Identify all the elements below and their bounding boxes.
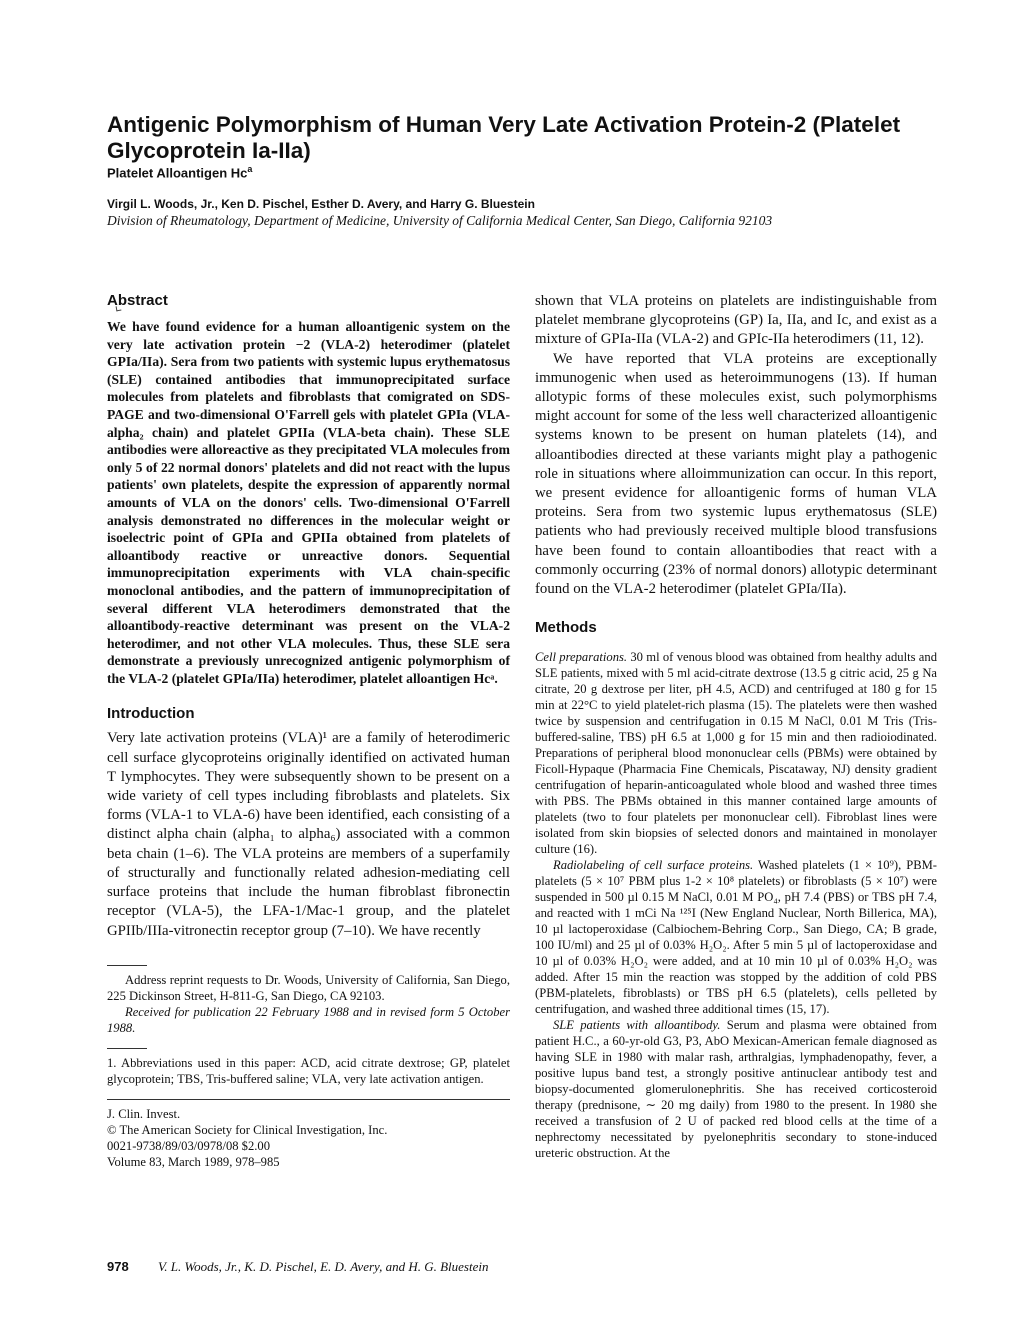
radiolabeling-label: Radiolabeling of cell surface proteins. — [553, 858, 754, 873]
page-footer — [107, 1259, 488, 1275]
affiliation: Division of Rheumatology, Department of Medicine, University of California Medical Center, San Diego, California 92103 — [107, 213, 773, 228]
abbreviations-footnote: 1. Abbreviations used in this paper: ACD, acid citrate dextrose; GP, platelet glycoprotein; TBS, Tris-buffered saline; VLA, very late activation antigen. — [107, 1055, 510, 1086]
cell-preparations-text: 30 ml of venous blood was obtained from healthy adults and SLE patients, mixed with 5 ml acid-citrate dextrose (13.5 g citric acid, 25 g Na citrate, 20 g dextrose per liter, pH 4.5, ACD) and centrifuged at 180 g for 15 min at 22°C to yield platelet-rich plasma (15). The platelets were then washed twice by suspension and centrifugation in 0.15 M NaCl, 0.01 M Tris (Tris-buffered-saline, TBS) pH 6.5 at 1,000 g for 15 min and then radioiodinated. Preparations of peripheral blood mononuclear cells (PBMs) were obtained by Ficoll-Hypaque (Pharmacia Fine Chemicals, Piscataway, NJ) density gradient centrifugation of heparin-anticoagulated whole blood and washed three times with PBS. The PBMs obtained in this manner contained large amounts of platelets (two to four platelets per mononuclear cell). Fibroblast lines were isolated from skin biopsies of selected donors and maintained in monolayer culture (16). — [535, 650, 937, 857]
received-date: Received for publication 22 February 1988 and in revised form 5 October 1988. — [107, 1004, 510, 1035]
journal-name: J. Clin. Invest. — [107, 1106, 181, 1121]
paper-title: Antigenic Polymorphism of Human Very Late Activation Protein-2 (Platelet Glycoprotein Ia-IIa) — [107, 112, 901, 163]
left-column — [107, 292, 510, 1170]
methods-sle-patients — [535, 1017, 937, 1161]
methods-cell-preparations — [535, 649, 937, 857]
cell-preparations-label: Cell preparations. — [535, 650, 628, 665]
reprint-address: Address reprint requests to Dr. Woods, University of California, San Diego, 225 Dickinson Street, H-811-G, San Diego, CA 92103. — [107, 972, 510, 1003]
footnote-divider — [107, 1048, 147, 1049]
radiolabeling-text: Washed platelets (1 × 10⁹), PBM-platelets (5 × 10⁷ PBM plus 1-2 × 10⁸ platelets) or fibroblasts (5 × 10⁷) were suspended in 500 µl 0.15 M NaCl, 0.01 M PO₄, pH 7.4 (PBS) or TBS pH 7.4, and reacted with 1 mCi Na ¹²⁵I (New England Nuclear, North Billerica, MA), 10 µl lactoperoxidase (Calbiochem-Behring Corp., San Diego, CA; B grade, 100 IU/ml) and 25 µl of 0.03% H₂O₂. After 5 min 5 µl of lactoperoxidase and 10 µl of 0.03% H₂O₂ were added, and at 10 min 10 µl of 0.03% H₂O₂ was added. After 15 min the reaction was stopped by the addition of cold PBS (PBM-platelets, fibroblasts) or TBS pH 6.5 (platelets), cells pelleted by centrifugation, and washed three additional times (15, 17). — [535, 858, 937, 1017]
volume-info: Volume 83, March 1989, 978–985 — [107, 1154, 280, 1169]
introduction-paragraph-1: Very late activation proteins (VLA)¹ are a family of heterodimeric cell surface glycoproteins originally identified on activated human T lymphocytes. They were subsequently shown to be present on a wide variety of cell types including fibroblasts and platelets. Six forms (VLA-1 to VLA-6) have been identified, each consisting of a distinct alpha chain (alpha₁ to alpha₆) associated with a common beta chain (1–6). The VLA proteins are members of a superfamily of structurally and functionally related adhesion-mediating cell surface proteins that include the human fibroblast fibronectin receptor (VLA-5), the LFA-1/Mac-1 group, and the platelet GPIIb/IIIa-vitronectin receptor group (7–10). We have recently — [107, 730, 510, 939]
abstract-body: We have found evidence for a human alloantigenic system on the very late activation protein −2 (VLA-2) heterodimer (platelet GPIa/IIa). Sera from two patients with systemic lupus erythematosus (SLE) contained antibodies that immunoprecipitated surface molecules from platelets and fibroblasts that comigrated on SDS-PAGE and two-dimensional O'Farrell gels with platelet GPIa (VLA-alpha₂ chain) and platelet GPIIa (VLA-beta chain). These SLE antibodies were alloreactive as they precipitated VLA molecules from only 5 of 22 normal donors' platelets and did not react with the lupus patients' own platelets, despite the expression of apparently normal amounts of VLA on the donors' cells. Two-dimensional O'Farrell analysis demonstrated no differences in the molecular weight or isoelectric point of GPIa and GPIIa obtained from platelets of alloantibody reactive or unreactive donors. Sequential immunoprecipitation experiments with VLA chain-specific monoclonal antibodies, and the pattern of immunoprecipitation of several different VLA heterodimers demonstrated that the alloantibody-reactive determinant was present on the VLA-2 heterodimer, and not other VLA molecules. Thus, these SLE sera demonstrate a previously unrecognized antigenic polymorphism of the VLA-2 (platelet GPIa/IIa) heterodimer, platelet alloantigen Hcᵃ. — [107, 319, 510, 686]
paper-subtitle — [107, 164, 252, 180]
introduction-continuation: shown that VLA proteins on platelets are indistinguishable from platelet membrane glycoproteins (GP) Ia, IIa, and Ic, and exist as a mixture of GPIa-IIa (VLA-2) and GPIc-IIa heterodimers (11, 12). — [535, 293, 937, 348]
subtitle-superscript: a — [247, 164, 253, 174]
sle-patients-label: SLE patients with alloantibody. — [553, 1018, 721, 1033]
abstract-heading: Abstract — [107, 292, 168, 309]
article-code: 0021-9738/89/03/0978/08 $2.00 — [107, 1138, 271, 1153]
methods-heading: Methods — [535, 619, 597, 637]
author-list: Virgil L. Woods, Jr., Ken D. Pischel, Esther D. Avery, and Harry G. Bluestein — [107, 197, 535, 211]
introduction-paragraph-2: We have reported that VLA proteins are exceptionally immunogenic when used as heteroimmunogens (13). If human allotypic forms of these molecules exist, such polymorphisms might account for some of the less well characterized alloantigenic systems known to be present on human platelets (14), and alloantibodies directed at these variants might play a pathogenic role in situations where alloimmunization can occur. In this report, we present evidence for alloantigenic forms of human VLA proteins. Sera from two systemic lupus erythematosus (SLE) patients who had previously received multiple blood transfusions have been found to contain alloantibodies that react with a commonly occurring (23% of normal donors) allotypic determinant found on the VLA-2 heterodimer (platelet GPIa/IIa). — [535, 350, 937, 598]
copyright-line: © The American Society for Clinical Investigation, Inc. — [107, 1122, 388, 1137]
right-column — [535, 292, 937, 1161]
page-number: 978 — [107, 1259, 129, 1274]
introduction-heading: Introduction — [107, 705, 195, 723]
running-footer-authors: V. L. Woods, Jr., K. D. Pischel, E. D. Avery, and H. G. Bluestein — [157, 1259, 489, 1274]
sle-patients-text: Serum and plasma were obtained from patient H.C., a 60-yr-old G3, P3, AbO Mexican-American female diagnosed as having SLE in 1980 with malar rash, arthralgias, lymphadenopathy, fever, a positive lupus band test, a strongly positive antinuclear antibody test and biopsy-documented glomerulonephritis. She has received corticosteroid therapy (prednisone, ∼ 20 mg daily) from 1980 to the present. In 1980 she received a transfusion of 2 U of packed red blood cells at the time of a nephrectomy necessitated by pyelonephritis secondary to stone-induced ureteric obstruction. At the — [535, 1018, 937, 1161]
journal-info-divider — [107, 1099, 510, 1100]
notes-divider — [107, 965, 147, 966]
methods-radiolabeling — [535, 857, 937, 1017]
subtitle-text: Platelet Alloantigen Hc — [107, 165, 248, 181]
